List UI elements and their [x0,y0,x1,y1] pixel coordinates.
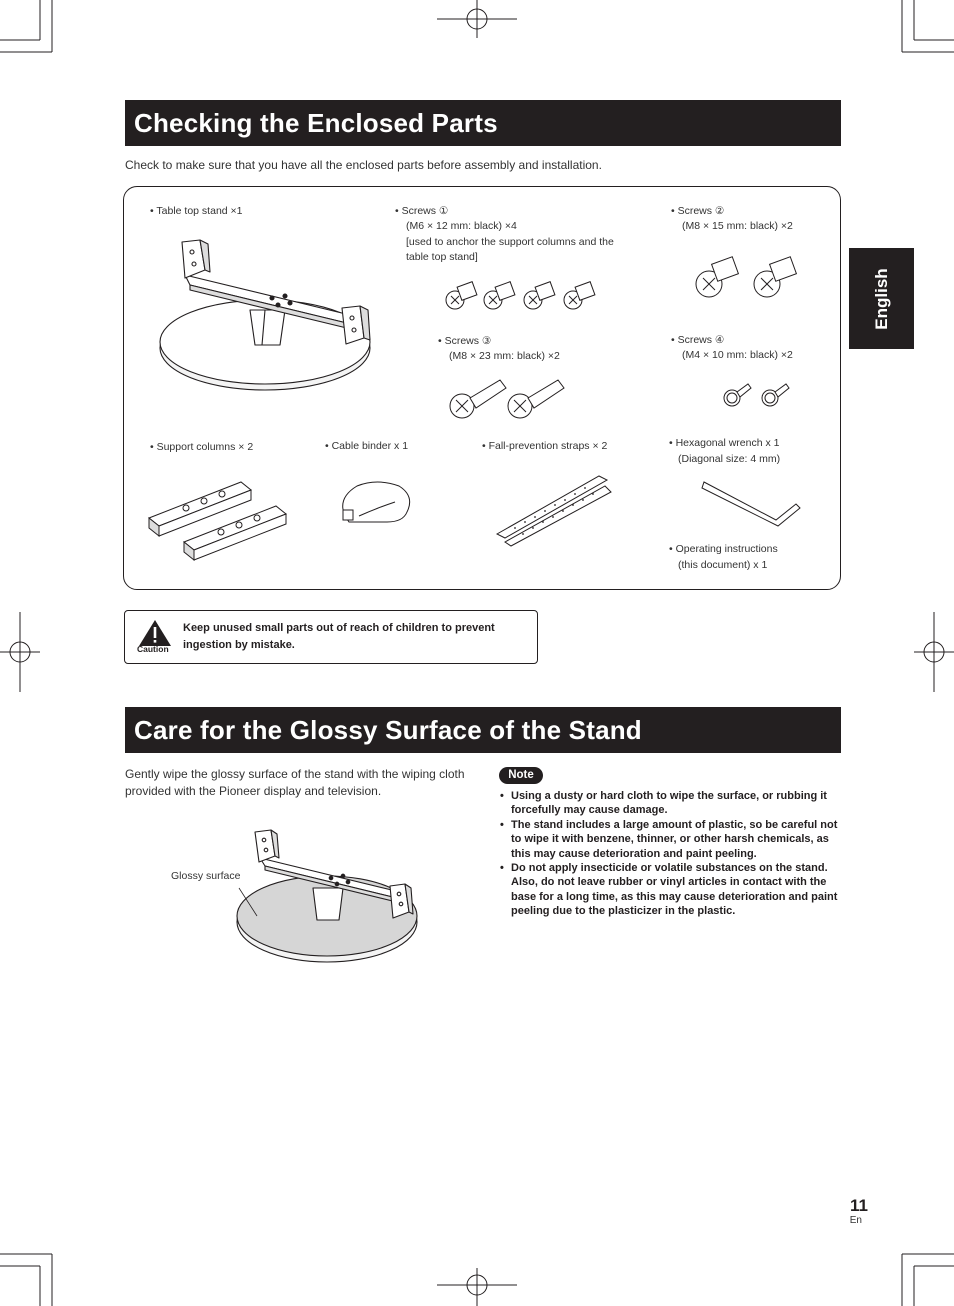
note-item: • Using a dusty or hard cloth to wipe the surface, or rubbing it forcefully may cause damage. [499,789,844,818]
page-number: 11 [850,1196,868,1215]
part-sub-instructions: (this document) x 1 [678,559,768,571]
hex-wrench-illustration [700,476,810,526]
part-label-screws-1: • Screws ① [395,205,449,217]
note-item: • The stand includes a large amount of plastic, so be careful not to wipe it with benzene, thinner, or other harsh chemicals, as this may cause deterioration and paint peeling. [499,818,844,861]
part-label-screws-4: • Screws ④ [671,334,725,346]
part-label-support-columns: • Support columns × 2 [150,441,254,453]
part-label-straps: • Fall-prevention straps × 2 [482,440,608,452]
caution-box [124,610,538,664]
section-header-enclosed-parts [125,100,841,146]
part-sub-screws-3: (M8 × 23 mm: black) ×2 [449,350,560,362]
cable-binder-illustration [337,478,417,528]
part-label-screws-3: • Screws ③ [438,335,492,347]
part-sub-wrench: (Diagonal size: 4 mm) [678,453,781,465]
section-title: Care for the Glossy Surface of the Stand [134,715,642,745]
part-label-cable-binder: • Cable binder x 1 [325,440,409,452]
glossy-stand-illustration [235,826,425,976]
section-header-glossy-surface [125,707,841,753]
part-sub-screws-2: (M8 × 15 mm: black) ×2 [682,220,793,232]
note-badge: Note [499,767,543,784]
support-columns-illustration [146,470,296,560]
language-side-tab [849,248,914,349]
part-note-screws-1: [used to anchor the support columns and the table top stand] [406,236,614,263]
part-label-table-stand: • Table top stand ×1 [150,205,243,217]
note-list [499,789,844,919]
section-title: Checking the Enclosed Parts [134,108,498,138]
part-label-wrench: • Hexagonal wrench x 1 [669,437,780,449]
screws-1-illustration [443,278,608,318]
part-sub-screws-4: (M4 × 10 mm: black) ×2 [682,349,793,361]
part-label-instructions: • Operating instructions [669,543,778,555]
language-side-tab-label: English [871,267,891,330]
care-text: Gently wipe the glossy surface of the stand with the wiping cloth provided with the Pioneer display and television. [125,767,465,798]
straps-illustration [495,472,615,542]
caution-icon-label: Caution [137,644,169,654]
screws-2-illustration [694,254,809,304]
caution-text: Keep unused small parts out of reach of children to prevent ingestion by mistake. [183,622,495,651]
glossy-surface-callout: Glossy surface [171,870,241,882]
screws-4-illustration [722,378,797,413]
screws-3-illustration [448,374,573,424]
part-sub-screws-1: (M6 × 12 mm: black) ×4 [406,220,517,232]
intro-text: Check to make sure that you have all the enclosed parts before assembly and installation. [125,158,602,172]
page-language: En [849,1215,862,1226]
part-label-screws-2: • Screws ② [671,205,725,217]
table-stand-illustration [160,230,380,400]
note-item: • Do not apply insecticide or volatile substances on the stand. Also, do not leave rubber or vinyl articles in contact with the base for a long time, as this may cause deterioration and paint peeling due to the plasticizer in the plastic. [499,861,844,919]
